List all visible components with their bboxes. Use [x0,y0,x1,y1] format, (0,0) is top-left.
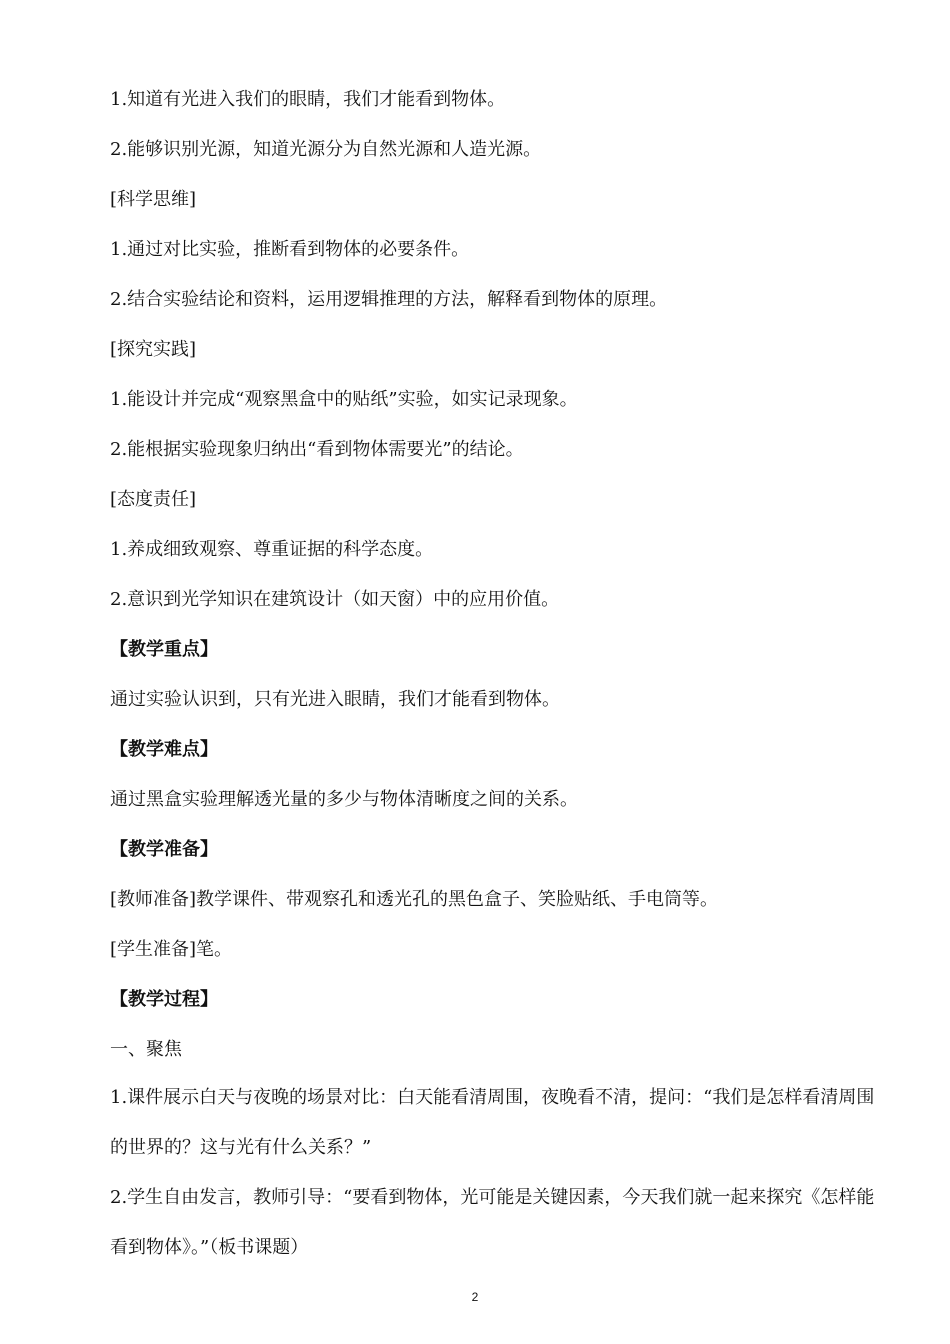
student-preparation: [学生准备]笔。 [110,939,233,960]
page-number: 2 [471,1290,479,1304]
objective-1: 1.知道有光进入我们的眼睛，我们才能看到物体。 [110,89,506,110]
section-attitude-responsibility: [态度责任] [110,489,197,510]
section-inquiry-practice: [探究实践] [110,339,197,360]
teaching-focus-text: 通过实验认识到，只有光进入眼睛，我们才能看到物体。 [110,689,560,710]
practice-item-2: 2.能根据实验现象归纳出“看到物体需要光”的结论。 [110,439,524,460]
section-scientific-thinking: [科学思维] [110,189,197,210]
focus-paragraph-1: 1.课件展示白天与夜晚的场景对比：白天能看清周围，夜晚看不清，提问：“我们是怎样看清周围的世界的？这与光有什么关系？” [110,1087,875,1158]
teaching-difficulty-text: 通过黑盒实验理解透光量的多少与物体清晰度之间的关系。 [110,789,578,810]
heading-teaching-process: 【教学过程】 [110,989,218,1010]
focus-paragraph-2: 2.学生自由发言，教师引导：“要看到物体，光可能是关键因素，今天我们就一起来探究《怎样能看到物体》。”（板书课题） [110,1187,875,1258]
thinking-item-1: 1.通过对比实验，推断看到物体的必要条件。 [110,239,470,260]
heading-teaching-difficulty: 【教学难点】 [110,739,218,760]
thinking-item-2: 2.结合实验结论和资料，运用逻辑推理的方法，解释看到物体的原理。 [110,289,668,310]
heading-teaching-focus: 【教学重点】 [110,639,218,660]
attitude-item-1: 1.养成细致观察、尊重证据的科学态度。 [110,539,434,560]
step-focus-heading: 一、聚焦 [110,1039,182,1060]
objective-2: 2.能够识别光源，知道光源分为自然光源和人造光源。 [110,139,542,160]
teacher-preparation: [教师准备]教学课件、带观察孔和透光孔的黑色盒子、笑脸贴纸、手电筒等。 [110,889,719,910]
practice-item-1: 1.能设计并完成“观察黑盒中的贴纸”实验，如实记录现象。 [110,389,578,410]
attitude-item-2: 2.意识到光学知识在建筑设计（如天窗）中的应用价值。 [110,589,560,610]
heading-teaching-preparation: 【教学准备】 [110,839,218,860]
